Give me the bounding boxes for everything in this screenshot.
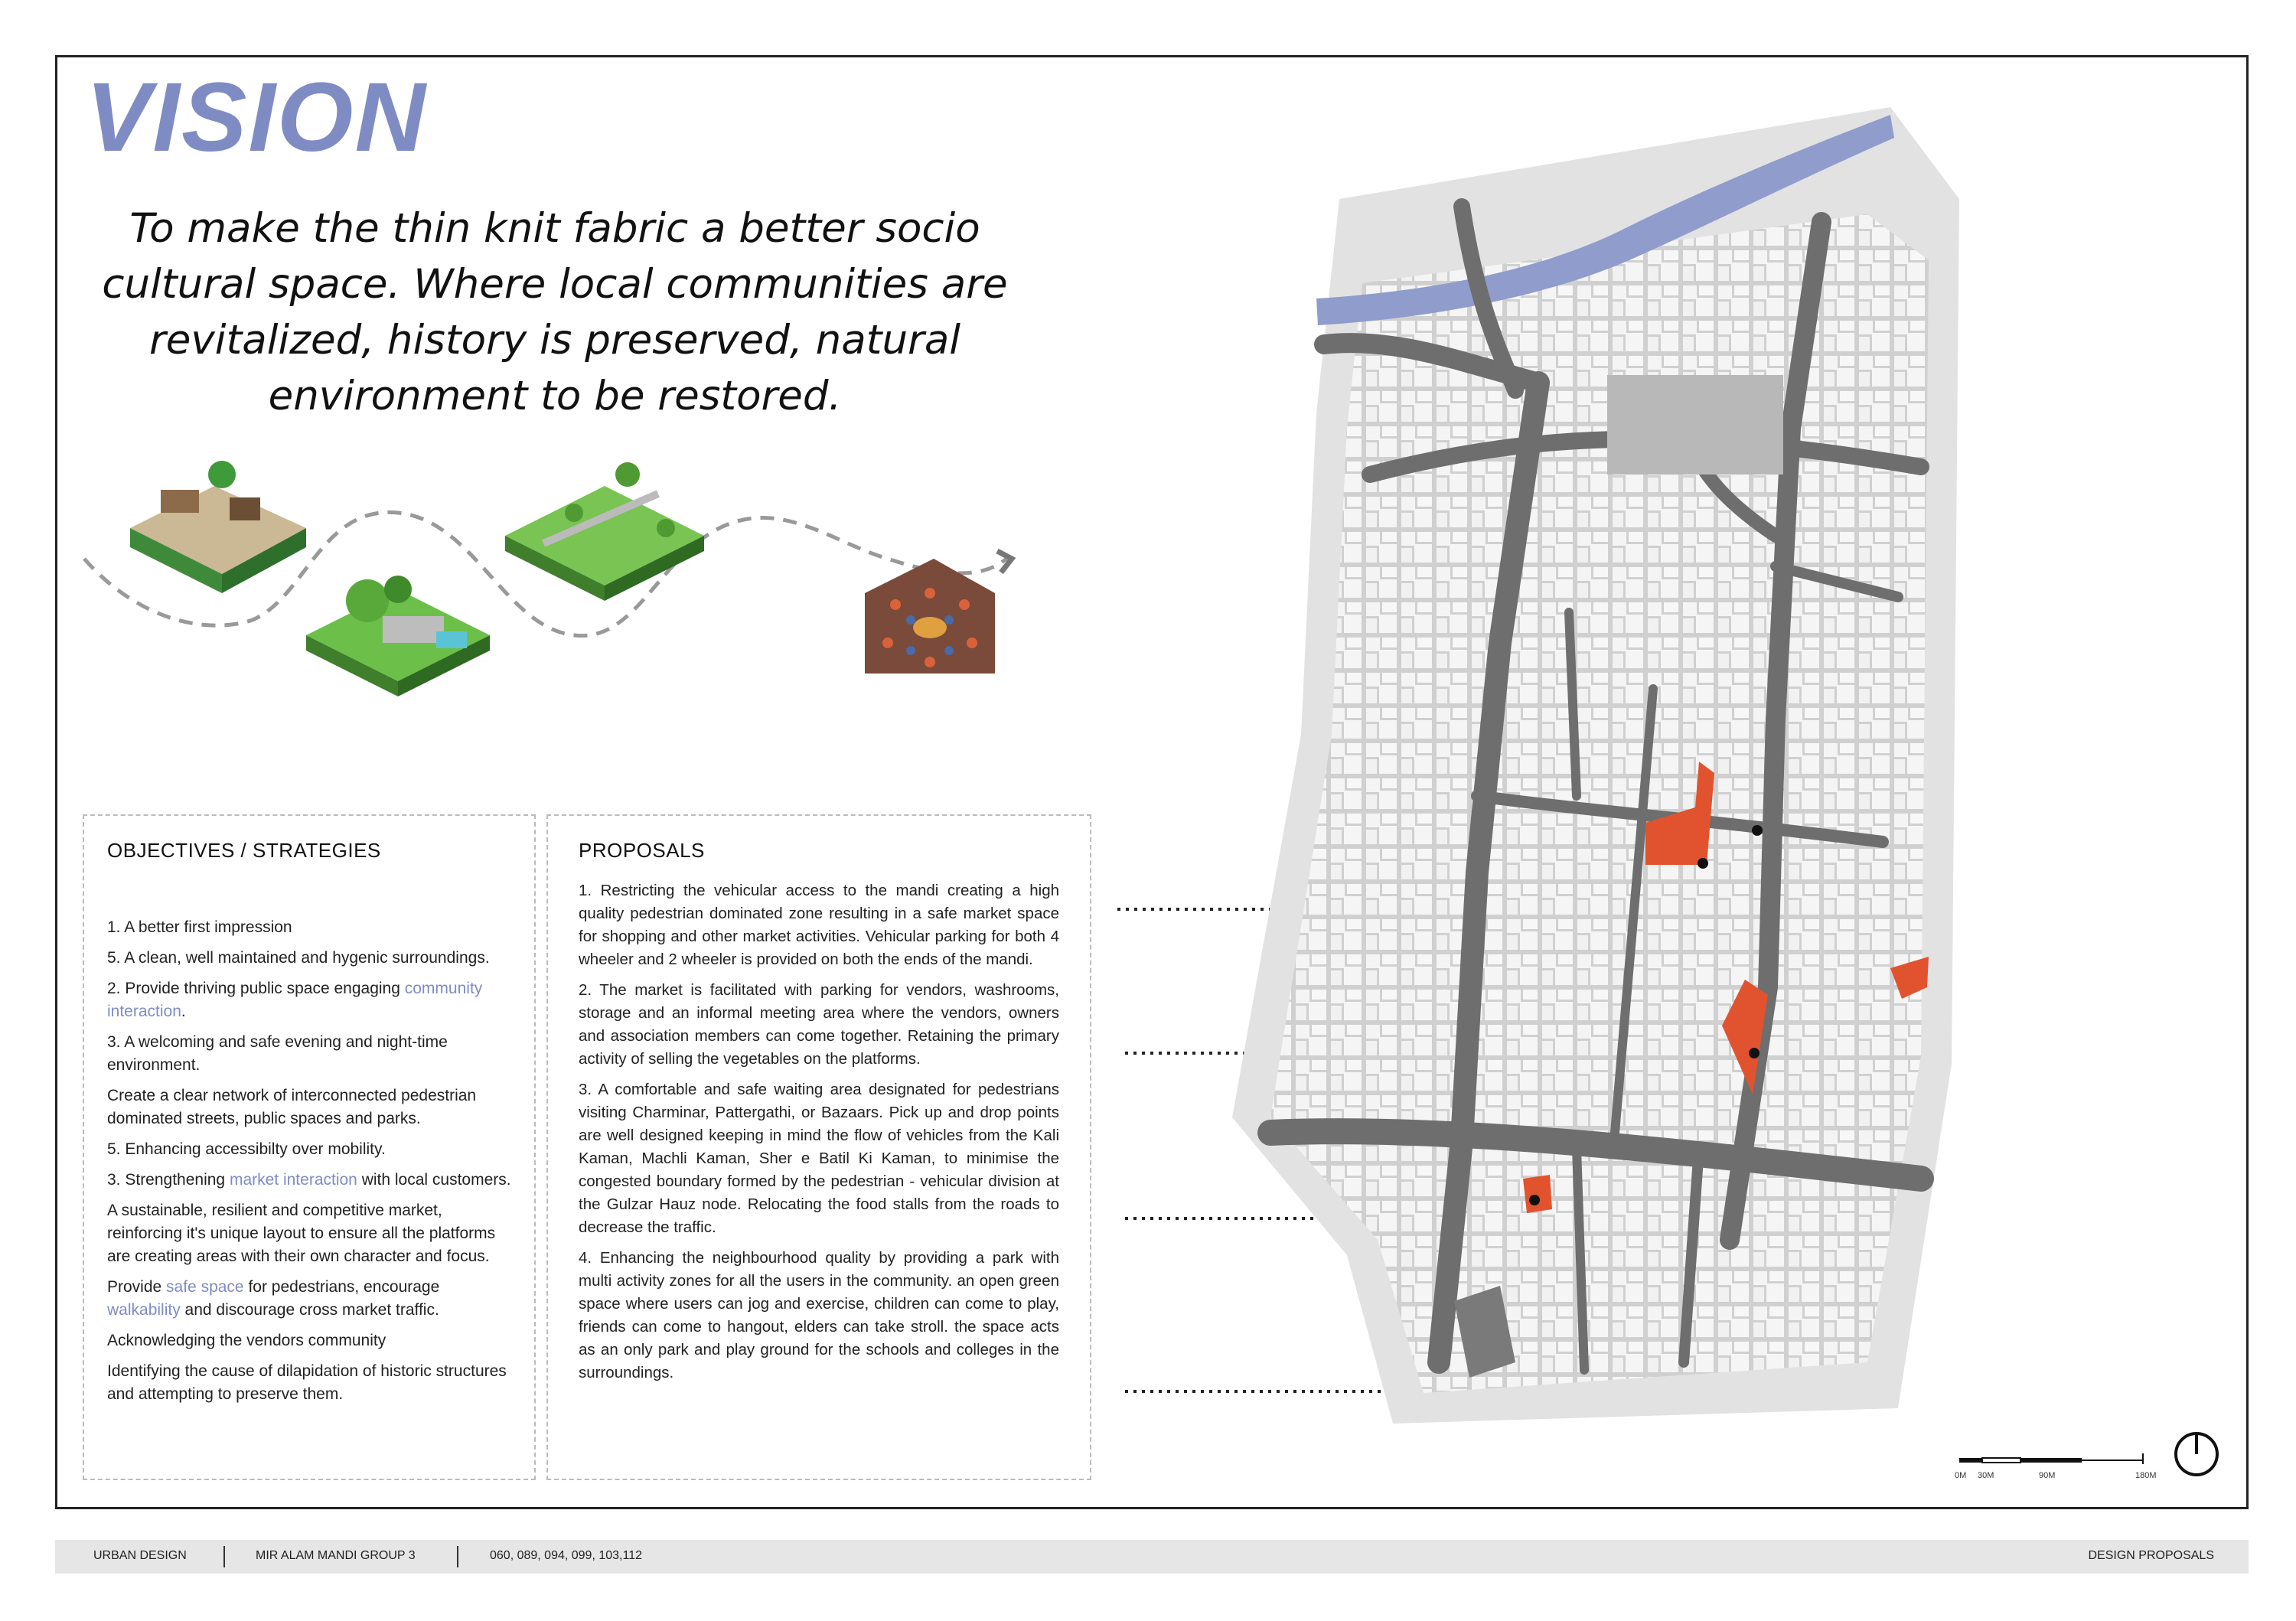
scale-label: 30M <box>1978 1471 1994 1480</box>
objective-text: and discourage cross market traffic. <box>180 1301 439 1319</box>
vision-statement: To make the thin knit fabric a better socio cultural space. Where local communities are revitalized, history is preserved, natural environment to be restored. <box>102 205 1008 419</box>
objective-text: for pedestrians, encourage <box>243 1278 440 1296</box>
objective-item: A sustainable, resilient and competitive market, reinforcing it's unique layout to ensure all the platforms are creating areas with their own character and focus. <box>107 1202 496 1265</box>
objective-item: Identifying the cause of dilapidation of historic structures and attempting to preserve them. <box>107 1362 507 1403</box>
market-plaza-icon <box>130 461 306 593</box>
site-map <box>1117 107 2235 1477</box>
site-marker-3 <box>1749 1048 1760 1058</box>
green-walkway-icon <box>505 462 704 601</box>
proposals-heading: PROPOSALS <box>579 839 705 862</box>
objective-item <box>107 977 511 1023</box>
objective-item <box>107 1276 511 1322</box>
objective-item: 1. A better first impression <box>107 918 292 936</box>
footer-section: DESIGN PROPOSALS <box>2088 1549 2214 1562</box>
objectives-list <box>107 916 511 1406</box>
objective-highlight: community interaction <box>107 980 483 1020</box>
objectives-heading: OBJECTIVES / STRATEGIES <box>107 839 381 862</box>
proposals-panel <box>546 814 1091 1480</box>
proposal-item: 3. A comfortable and safe waiting area designated for pedestrians visiting Charminar, Pattergathi, or Bazaars. Pick up and drop points are well designed keeping in mind the flow of vehicles from the Kali Kaman, Machli Kaman, Sher e Batil Ki Kaman, to minimise the congested boundary formed by the pedestrian - vehicular division at the Gulzar Hauz node. Relocating the food stalls from the roads to decrease the traffic. <box>579 1081 1059 1236</box>
scale-label: 180M <box>2135 1471 2157 1480</box>
footer-bar <box>55 1540 2249 1574</box>
objective-highlight: market interaction <box>229 1171 357 1189</box>
objective-item <box>107 1169 511 1192</box>
footer-divider <box>223 1546 225 1567</box>
objective-text: Provide <box>107 1278 167 1296</box>
objectives-panel <box>83 814 536 1480</box>
scale-label: 90M <box>2039 1471 2056 1480</box>
scale-label: 0M <box>1955 1471 1967 1480</box>
objective-item: 5. Enhancing accessibilty over mobility. <box>107 1140 386 1158</box>
objective-item: Acknowledging the vendors community <box>107 1332 386 1349</box>
vision-illustrations <box>77 444 1110 727</box>
proposal-item: 1. Restricting the vehicular access to the mandi creating a high quality pedestrian dominated zone resulting in a safe market space for shopping and other market activities. Vehicular parking for both 4 wheeler and 2 wheeler is provided on both the ends of the mandi. <box>579 882 1059 968</box>
objective-item: Create a clear network of interconnected pedestrian dominated streets, public spaces and parks. <box>107 1087 477 1127</box>
footer-members: 060, 089, 094, 099, 103,112 <box>490 1549 642 1562</box>
proposal-site-4 <box>1523 1175 1552 1213</box>
park-garden-icon <box>306 576 490 696</box>
proposal-item: 4. Enhancing the neighbourhood quality by providing a park with multi activity zones for all the users in the community. an open green space where users can jog and exercise, children can come to play, friends can come to hangout, elders can take stroll. the space acts as an only park and play ground for the schools and colleges in the surroundings. <box>579 1249 1059 1381</box>
objective-highlight: walkability <box>107 1301 181 1319</box>
site-marker-4 <box>1529 1195 1540 1205</box>
footer-divider <box>457 1546 458 1567</box>
proposal-item: 2. The market is facilitated with parking for vendors, washrooms, storage and an informal meeting area where the vendors, owners and association members can come together. Retaining the primary activity of selling the vegetables on the platforms. <box>579 981 1059 1068</box>
objective-text: 2. Provide thriving public space engaging <box>107 980 405 997</box>
open-ground <box>1607 375 1783 475</box>
footer-course: URBAN DESIGN <box>93 1549 187 1562</box>
page-title: VISION <box>86 63 427 172</box>
community-gathering-icon <box>865 559 995 674</box>
objective-item: 5. A clean, well maintained and hygenic surroundings. <box>107 949 490 967</box>
objective-text: with local customers. <box>357 1171 511 1189</box>
objective-highlight: safe space <box>166 1278 244 1296</box>
objective-text: 3. Strengthening <box>107 1171 230 1189</box>
proposals-list <box>579 879 1059 1385</box>
site-marker-1 <box>1698 858 1708 869</box>
urban-fabric <box>1270 214 1929 1393</box>
north-arrow-icon <box>2174 1431 2219 1477</box>
site-marker-2 <box>1752 825 1763 836</box>
objective-item: 3. A welcoming and safe evening and night-time environment. <box>107 1033 448 1074</box>
objective-text: . <box>181 1003 186 1020</box>
footer-project: MIR ALAM MANDI GROUP 3 <box>256 1549 416 1562</box>
